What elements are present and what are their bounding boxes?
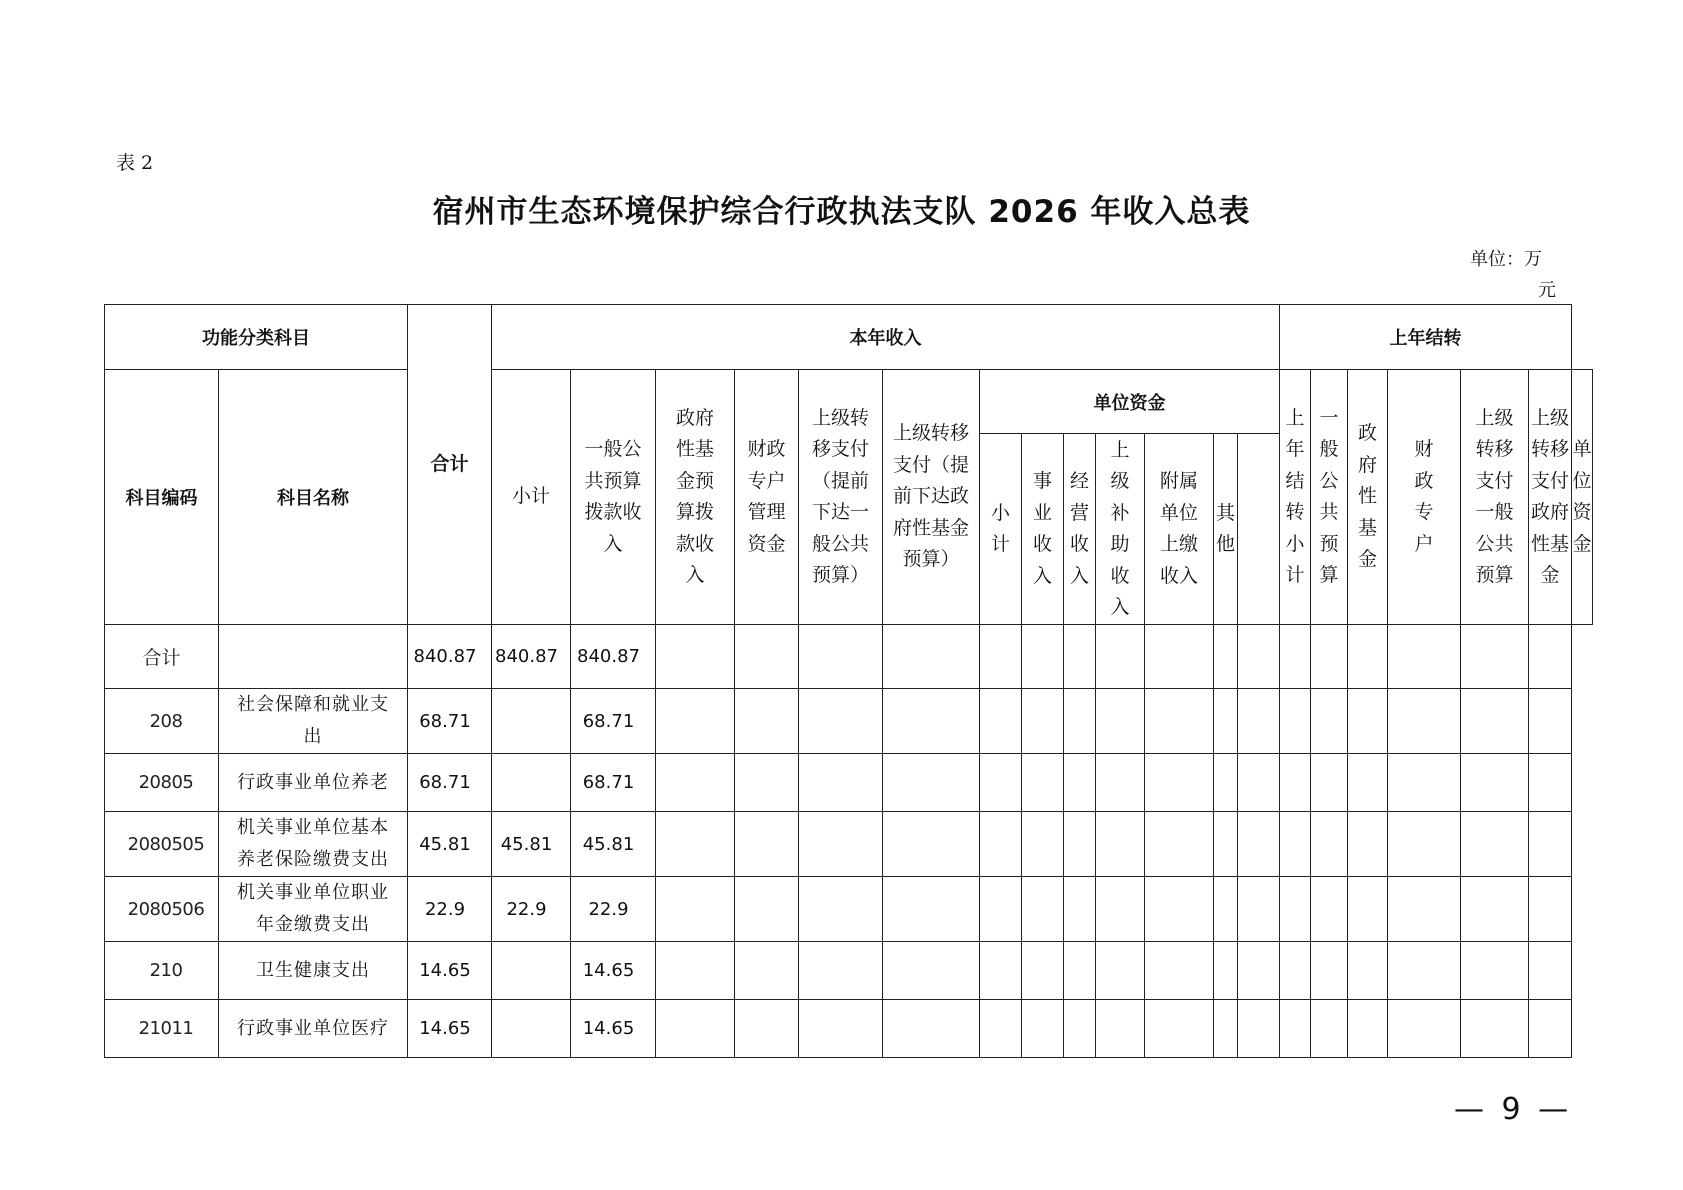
header-pc-transfer-general-label: 上级转移支付一般公共预算 [1475,406,1514,586]
cell-empty [1529,689,1572,754]
cell-empty [1311,625,1348,689]
cell-name: 行政事业单位医疗 [219,1000,408,1058]
cell-empty [1214,689,1238,754]
cell-empty [883,754,980,812]
cell-empty [1461,625,1529,689]
cell-total: 14.65 [408,942,492,1000]
cell-empty [799,754,883,812]
cell-empty [1064,812,1096,877]
cell-empty [1064,625,1096,689]
header-uf-other-label: 其他 [1215,501,1235,555]
cell-empty [1311,877,1348,942]
cell-empty [1214,942,1238,1000]
cell-total: 22.9 [408,877,492,942]
cell-empty [980,812,1022,877]
document-title: 宿州市生态环境保护综合行政执法支队 2026 年收入总表 [432,194,1251,230]
cell-empty [656,812,735,877]
cell-code: 21011 [105,1000,219,1058]
cell-empty [1022,877,1064,942]
cell-empty [735,942,799,1000]
cell-total: 45.81 [408,812,492,877]
cell-empty [883,689,980,754]
header-unit-funds: 单位资金 [980,370,1280,434]
cell-empty [1388,812,1461,877]
cell-empty [1348,812,1388,877]
cell-empty [1214,1000,1238,1058]
cell-empty [1096,877,1145,942]
header-prior-carryover: 上年结转 [1280,305,1572,370]
header-pc-transfer-general [1461,370,1529,625]
cell-empty [1311,812,1348,877]
header-subtotal [492,370,571,625]
cell-empty [883,877,980,942]
cell-empty [799,877,883,942]
cell-empty [1096,625,1145,689]
header-uf-business [1022,434,1064,625]
cell-general-budget: 14.65 [571,1000,656,1058]
header-total-label: 合计 [430,452,469,475]
cell-empty [1348,877,1388,942]
cell-empty [1529,1000,1572,1058]
cell-empty [1238,689,1280,754]
cell-empty [1064,754,1096,812]
unit-note-line1: 单位：万 [1470,249,1542,270]
cell-empty [1096,689,1145,754]
cell-total: 68.71 [408,754,492,812]
header-transfer-general-label: 上级转移支付（提前下达一般公共预算） [811,406,869,586]
header-current-income: 本年收入 [492,305,1280,370]
cell-empty [1280,754,1311,812]
cell-general-budget: 14.65 [571,942,656,1000]
header-pc-gov-fund-label: 政府性基金 [1357,422,1377,571]
header-gov-fund-label: 政府性基金预算拨款收入 [675,406,714,586]
table-row [105,625,1593,689]
header-transfer-gov-fund-label: 上级转移支付（提前下达政府性基金预算） [892,422,969,571]
header-uf-subtotal [980,434,1022,625]
cell-empty [1064,1000,1096,1058]
cell-empty [1529,754,1572,812]
cell-name: 卫生健康支出 [219,942,408,1000]
cell-empty [1388,1000,1461,1058]
cell-empty [1461,812,1529,877]
cell-name [219,625,408,689]
cell-empty [883,625,980,689]
cell-empty [1388,942,1461,1000]
cell-empty [980,942,1022,1000]
cell-code: 合计 [105,625,219,689]
table-row [105,877,1593,942]
cell-empty [799,942,883,1000]
table-row [105,942,1593,1000]
cell-empty [1461,942,1529,1000]
header-pc-unit-funds-label: 单位资金 [1572,438,1592,555]
cell-subtotal [492,754,571,812]
cell-empty [735,1000,799,1058]
cell-name: 机关事业单位基本养老保险缴费支出 [219,812,408,877]
cell-empty [1238,877,1280,942]
header-uf-business-label: 事业收入 [1032,470,1052,587]
cell-empty [1214,754,1238,812]
table-row [105,1000,1593,1058]
cell-empty [1145,689,1214,754]
cell-general-budget: 68.71 [571,689,656,754]
cell-code: 2080505 [105,812,219,877]
cell-empty [1145,625,1214,689]
table-row [105,812,1593,877]
cell-subtotal [492,689,571,754]
cell-empty [1280,942,1311,1000]
header-uf-subtotal-label: 小计 [990,501,1010,555]
cell-empty [980,1000,1022,1058]
cell-empty [1311,689,1348,754]
cell-empty [980,625,1022,689]
cell-empty [1311,1000,1348,1058]
cell-empty [1238,625,1280,689]
cell-empty [1388,625,1461,689]
cell-empty [1280,812,1311,877]
cell-name: 行政事业单位养老 [219,754,408,812]
cell-general-budget: 22.9 [571,877,656,942]
cell-empty [656,754,735,812]
cell-empty [980,689,1022,754]
cell-empty [883,1000,980,1058]
cell-empty [1238,812,1280,877]
header-pc-general [1311,370,1348,625]
cell-empty [1214,877,1238,942]
cell-empty [799,625,883,689]
header-uf-affiliated-label: 附属单位上缴收入 [1159,470,1198,587]
cell-code: 2080506 [105,877,219,942]
header-pc-transfer-gov-fund-label: 上级转移支付政府性基金 [1530,406,1569,586]
cell-empty [1348,942,1388,1000]
cell-empty [1461,754,1529,812]
cell-empty [735,877,799,942]
header-fin-special [735,370,799,625]
cell-empty [799,689,883,754]
cell-code: 208 [105,689,219,754]
header-pc-unit-funds [1572,370,1593,625]
cell-empty [1529,942,1572,1000]
cell-empty [1348,689,1388,754]
cell-empty [1529,812,1572,877]
cell-empty [883,812,980,877]
cell-empty [735,754,799,812]
cell-empty [1022,1000,1064,1058]
cell-total: 840.87 [408,625,492,689]
cell-subtotal [492,1000,571,1058]
cell-empty [1145,877,1214,942]
cell-empty [1022,942,1064,1000]
header-pc-subtotal [1280,370,1311,625]
income-summary-table [104,304,1593,1058]
header-fin-special-label: 财政专户管理资金 [747,438,786,555]
unit-note [1470,244,1560,306]
table-row [105,689,1593,754]
cell-empty [656,689,735,754]
cell-empty [1145,812,1214,877]
header-total [408,305,492,625]
cell-empty [1311,754,1348,812]
header-uf-subsidy [1096,434,1145,625]
cell-empty [1096,754,1145,812]
cell-subtotal: 45.81 [492,812,571,877]
header-general-budget [571,370,656,625]
cell-empty [656,625,735,689]
cell-empty [1529,877,1572,942]
header-pc-transfer-gov-fund [1529,370,1572,625]
cell-empty [1145,942,1214,1000]
header-transfer-general [799,370,883,625]
cell-name: 机关事业单位职业年金缴费支出 [219,877,408,942]
header-uf-other [1214,434,1238,625]
cell-empty [1238,942,1280,1000]
cell-empty [1145,754,1214,812]
cell-empty [1238,754,1280,812]
cell-empty [1280,689,1311,754]
cell-empty [1388,754,1461,812]
cell-empty [1280,625,1311,689]
cell-empty [1022,689,1064,754]
cell-empty [656,1000,735,1058]
cell-code: 20805 [105,754,219,812]
header-uf-affiliated [1145,434,1214,625]
cell-empty [735,625,799,689]
header-pc-fin-special [1388,370,1461,625]
page-number: — 9 — [1454,1092,1573,1127]
header-general-budget-label: 一般公共预算拨款收入 [584,438,642,555]
cell-total: 14.65 [408,1000,492,1058]
cell-empty [1096,942,1145,1000]
cell-empty [1064,942,1096,1000]
cell-empty [1461,1000,1529,1058]
cell-empty [1529,625,1572,689]
cell-empty [1022,625,1064,689]
cell-empty [1214,625,1238,689]
cell-empty [735,689,799,754]
cell-empty [1064,689,1096,754]
cell-empty [1348,625,1388,689]
cell-empty [1348,1000,1388,1058]
cell-total: 68.71 [408,689,492,754]
cell-empty [1145,1000,1214,1058]
header-subtotal-label: 小计 [512,485,551,508]
cell-general-budget: 45.81 [571,812,656,877]
cell-empty [980,754,1022,812]
cell-empty [799,812,883,877]
cell-empty [656,942,735,1000]
table-row [105,754,1593,812]
header-func-class: 功能分类科目 [105,305,408,370]
header-pc-fin-special-label: 财政专户 [1414,438,1434,555]
cell-empty [1022,812,1064,877]
cell-general-budget: 840.87 [571,625,656,689]
cell-subtotal [492,942,571,1000]
cell-empty [1238,1000,1280,1058]
table-number-label: 表 2 [116,152,154,174]
cell-general-budget: 68.71 [571,754,656,812]
header-code: 科目编码 [105,370,219,625]
cell-empty [1311,942,1348,1000]
cell-empty [1388,877,1461,942]
cell-empty [1280,1000,1311,1058]
cell-empty [1461,877,1529,942]
cell-empty [1096,1000,1145,1058]
cell-empty [883,942,980,1000]
header-pc-general-label: 一般公共预算 [1319,406,1339,586]
header-pc-subtotal-label: 上年结转小计 [1285,406,1305,586]
header-uf-operating-label: 经营收入 [1069,470,1089,587]
cell-subtotal: 840.87 [492,625,571,689]
cell-empty [656,877,735,942]
cell-empty [1348,754,1388,812]
cell-empty [799,1000,883,1058]
cell-empty [1022,754,1064,812]
cell-empty [1096,812,1145,877]
cell-code: 210 [105,942,219,1000]
header-uf-operating [1064,434,1096,625]
header-name: 科目名称 [219,370,408,625]
header-transfer-gov-fund [883,370,980,625]
cell-empty [1280,877,1311,942]
cell-empty [735,812,799,877]
header-pc-gov-fund [1348,370,1388,625]
cell-name: 社会保障和就业支出 [219,689,408,754]
cell-empty [980,877,1022,942]
header-uf-subsidy-label: 上级补助收入 [1110,438,1130,618]
cell-empty [1461,689,1529,754]
header-gov-fund [656,370,735,625]
cell-empty [1214,812,1238,877]
cell-subtotal: 22.9 [492,877,571,942]
unit-note-line2: 元 [1538,280,1556,301]
cell-empty [1064,877,1096,942]
cell-empty [1388,689,1461,754]
